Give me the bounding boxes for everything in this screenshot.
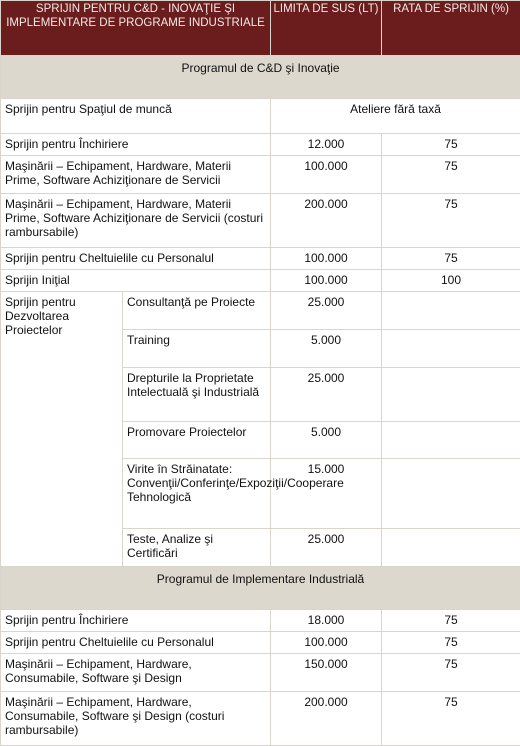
table-row <box>1 610 520 632</box>
sub-item-limit: 25.000 <box>271 368 382 422</box>
header-row <box>1 1 520 56</box>
row-rate: 75 <box>382 632 520 654</box>
sub-item-label: Training <box>123 330 271 368</box>
row-rate: 75 <box>382 610 520 632</box>
sub-item-limit: 25.000 <box>271 292 382 330</box>
row-label: Sprijin pentru Cheltuielile cu Personalul <box>1 632 271 654</box>
row-limit: 12.000 <box>271 134 382 156</box>
sub-item-label: Drepturile la Proprietate Intelectuală şi Industrială <box>123 368 271 422</box>
sub-item-rate <box>382 422 520 459</box>
row-rate: 75 <box>382 654 520 692</box>
row-label: Maşinării – Echipament, Hardware, Materii Prime, Software Achiziţionare de Servicii <box>1 156 271 194</box>
row-label: Sprijin Iniţial <box>1 270 271 292</box>
row-label: Sprijin pentru Spaţiul de muncă <box>1 99 271 134</box>
row-label: Sprijin pentru Închiriere <box>1 610 271 632</box>
table-row <box>1 654 520 692</box>
section-title-industrial: Programul de Implementare Industrială <box>1 567 520 610</box>
sub-item-rate <box>382 368 520 422</box>
row-rate: 75 <box>382 194 520 248</box>
table-row <box>1 99 520 134</box>
sub-item-label: Virite în Străinatate: Convenţii/Conferinţe/Expoziţii/Cooperare Tehnologică <box>123 459 271 529</box>
row-label: Maşinării – Echipament, Hardware, Consumabile, Software şi Design <box>1 654 271 692</box>
table-row <box>1 134 520 156</box>
row-limit: 100.000 <box>271 248 382 270</box>
table-row <box>1 248 520 270</box>
sub-item-rate <box>382 459 520 529</box>
row-rate: 100 <box>382 270 520 292</box>
table-row <box>1 632 520 654</box>
row-limit: 100.000 <box>271 270 382 292</box>
section-title-rd: Programul de C&D şi Inovaţie <box>1 56 520 99</box>
row-rate: 75 <box>382 156 520 194</box>
row-limit: 150.000 <box>271 654 382 692</box>
row-label: Sprijin pentru Cheltuielile cu Personalul <box>1 248 271 270</box>
row-label: Sprijin pentru Închiriere <box>1 134 271 156</box>
sub-item-rate <box>382 529 520 567</box>
row-label: Maşinării – Echipament, Hardware, Consumabile, Software şi Design (costuri rambursabile) <box>1 692 271 746</box>
row-limit: 200.000 <box>271 692 382 746</box>
row-rate: 75 <box>382 692 520 746</box>
row-label: Maşinării – Echipament, Hardware, Materii Prime, Software Achiziţionare de Servicii (costuri rambursabile) <box>1 194 271 248</box>
row-limit: 18.000 <box>271 610 382 632</box>
header-program: SPRIJIN PENTRU C&D - INOVAŢIE ŞI IMPLEMENTARE DE PROGRAME INDUSTRIALE <box>1 1 271 56</box>
sub-item-limit: 5.000 <box>271 330 382 368</box>
sub-item-label: Consultanţă pe Proiecte <box>123 292 271 330</box>
sub-item-limit: 5.000 <box>271 422 382 459</box>
table-row <box>1 692 520 746</box>
section-row-rd <box>1 56 520 99</box>
sub-item-rate <box>382 330 520 368</box>
sub-item-limit: 25.000 <box>271 529 382 567</box>
table-row <box>1 156 520 194</box>
table-row <box>1 292 520 330</box>
project-dev-label: Sprijin pentru Dezvoltarea Proiectelor <box>1 292 123 567</box>
row-limit: 100.000 <box>271 632 382 654</box>
header-limit: LIMITA DE SUS (LT) <box>271 1 382 56</box>
row-limit: 200.000 <box>271 194 382 248</box>
table-row <box>1 270 520 292</box>
sub-item-rate <box>382 292 520 330</box>
row-merged-value: Ateliere fără taxă <box>271 99 520 134</box>
header-rate: RATA DE SPRIJIN (%) <box>382 1 520 56</box>
sub-item-limit: 15.000 <box>271 459 382 529</box>
row-rate: 75 <box>382 134 520 156</box>
sub-item-label: Teste, Analize şi Certificări <box>123 529 271 567</box>
section-row-industrial <box>1 567 520 610</box>
sub-item-label: Promovare Proiectelor <box>123 422 271 459</box>
row-rate: 75 <box>382 248 520 270</box>
table-row <box>1 194 520 248</box>
row-limit: 100.000 <box>271 156 382 194</box>
